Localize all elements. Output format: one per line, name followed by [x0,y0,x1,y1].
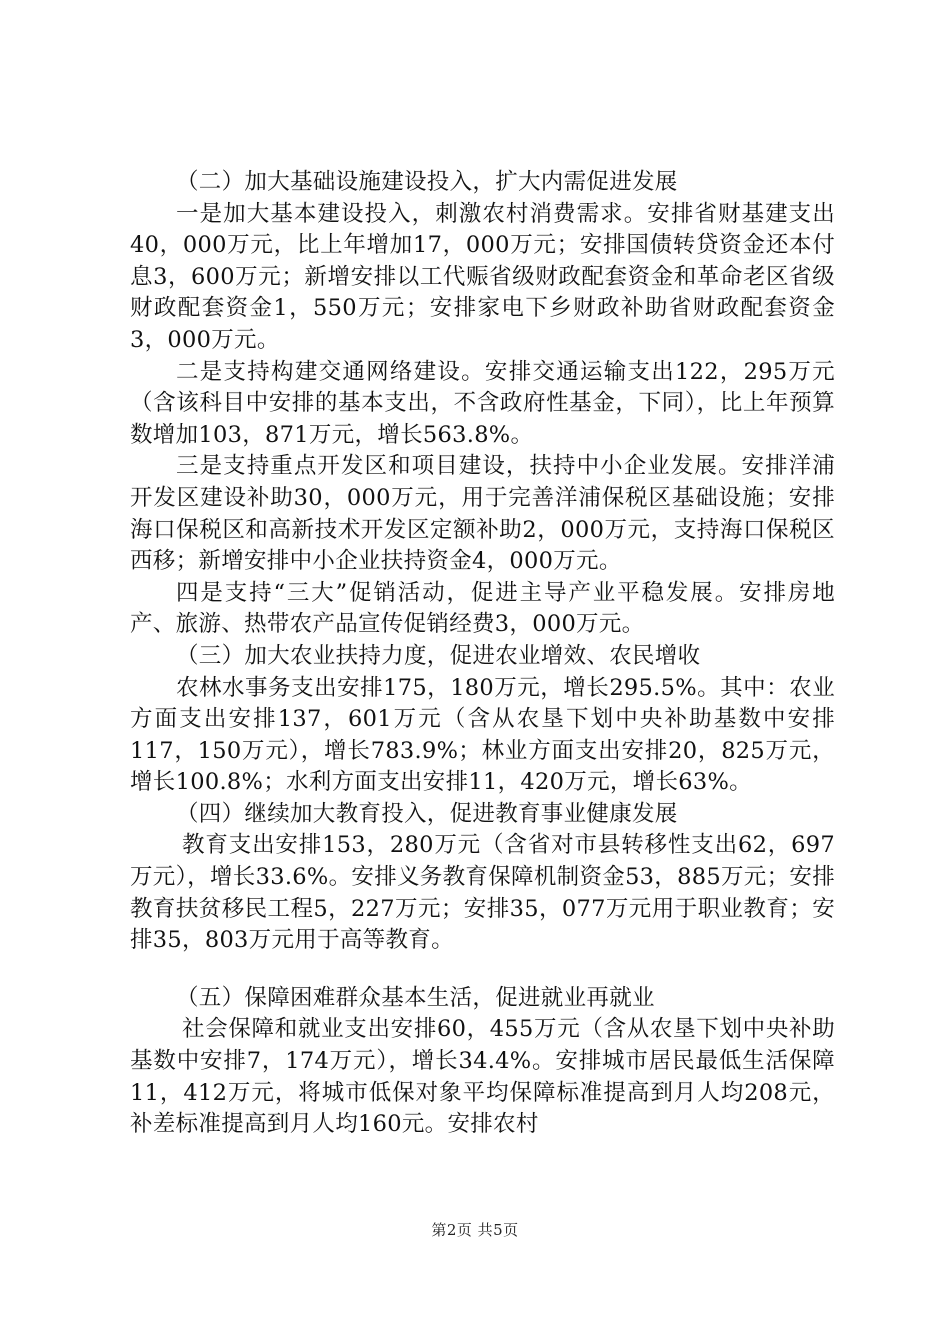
paragraph-education-spending: 教育支出安排153，280万元（含省对市县转移性支出62，697万元），增长33.6%。安排义务教育保障机制资金53，885万元；安排教育扶贫移民工程5，227万元；安排35，077万元用于职业教育；安排35，803万元用于高等教育。 [130,832,835,954]
paragraph-promotion: 四是支持“三大”促销活动，促进主导产业平稳发展。安排房地产、旅游、热带农产品宣传促销经费3，000万元。 [130,579,835,638]
paragraph-basic-construction: 一是加大基本建设投入，刺激农村消费需求。安排省财基建支出40，000万元，比上年增加17，000万元；安排国债转贷资金还本付息3，600万元；新增安排以工代赈省级财政配套资金和革命老区省级财政配套资金1，550万元；安排家电下乡财政补助省财政配套资金3，000万元。 [130,200,835,353]
paragraph-transport-network: 二是支持构建交通网络建设。安排交通运输支出122，295万元（含该科目中安排的基本支出，不含政府性基金，下同），比上年预算数增加103，871万元，增长563.8%。 [130,358,835,448]
paragraph-development-zones: 三是支持重点开发区和项目建设，扶持中小企业发展。安排洋浦开发区建设补助30，000万元，用于完善洋浦保税区基础设施；安排海口保税区和高新技术开发区定额补助2，000万元，支持海口保税区西移；新增安排中小企业扶持资金4，000万元。 [130,453,835,575]
section-heading-education: （四）继续加大教育投入，促进教育事业健康发展 [176,800,678,827]
section-heading-social-security: （五）保障困难群众基本生活，促进就业再就业 [176,984,655,1011]
paragraph-agriculture-spending: 农林水事务支出安排175，180万元，增长295.5%。其中：农业方面支出安排137，601万元（含从农垦下划中央补助基数中安排117，150万元），增长783.9%；林业方面支出安排20，825万元，增长100.8%；水利方面支出安排11，420万元，增长63%。 [130,674,835,796]
section-heading-agriculture: （三）加大农业扶持力度，促进农业增效、农民增收 [176,642,701,669]
page-number-footer: 第2页 共5页 [431,1221,519,1239]
section-heading-infrastructure: （二）加大基础设施建设投入，扩大内需促进发展 [176,169,678,195]
paragraph-social-security: 社会保障和就业支出安排60，455万元（含从农垦下划中央补助基数中安排7，174万元），增长34.4%。安排城市居民最低生活保障11，412万元，将城市低保对象平均保障标准提高到月人均208元，补差标准提高到月人均160元。安排农村 [130,1016,835,1138]
document-body [130,167,835,1141]
paragraph-gap [130,957,835,983]
